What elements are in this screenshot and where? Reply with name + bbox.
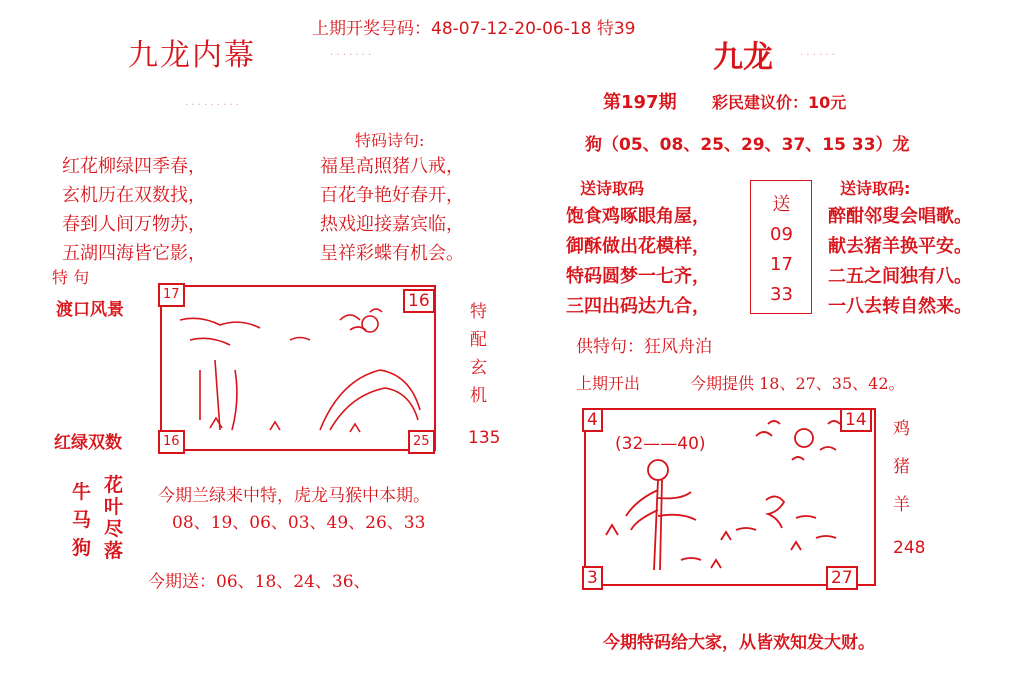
poem-line: 二五之间独有八。	[828, 266, 972, 287]
poem-line: 红花柳绿四季春，	[62, 156, 206, 177]
te-pei-number: 135	[468, 428, 501, 448]
poem-line: 呈祥彩蝶有机会。	[320, 243, 464, 264]
left-line-2: 08、19、06、03、49、26、33	[172, 513, 426, 533]
box-corner-br: 27	[826, 566, 858, 590]
right-poem-col-1	[566, 202, 710, 322]
side-char: 羊	[893, 495, 910, 515]
du-kou-label: 渡口风景	[56, 300, 124, 320]
right-poem-col-2	[828, 202, 972, 322]
side-char: 猪	[893, 457, 910, 477]
left-poem-col-1	[62, 152, 206, 268]
poem-line: 百花争艳好春开，	[320, 185, 464, 206]
song-heading-right: 送诗取码:	[840, 179, 911, 198]
te-pei-char: 特	[470, 302, 487, 322]
hua-ye-column	[104, 474, 123, 562]
left-sketch-illustration	[170, 300, 430, 440]
box-corner-tl: 17	[158, 283, 185, 307]
right-title: 九龙	[713, 40, 773, 75]
te-pei-char: 玄	[470, 358, 487, 378]
left-line-3: 今期送：06、18、24、36、	[148, 572, 371, 592]
song-char: 送	[772, 194, 791, 215]
dog-dragon-line: 狗（05、08、25、29、37、15 33）龙	[585, 135, 910, 155]
this-term-line: 今期提供 18、27、35、42。	[690, 374, 905, 393]
te-ju-label: 特 句	[52, 268, 90, 287]
poem-line: 一八去转自然来。	[828, 296, 972, 317]
poem-line: 御酥做出花模样，	[566, 236, 710, 257]
hua-ye-char: 花	[104, 474, 124, 496]
box-corner-tr: 14	[840, 408, 872, 432]
last-draw-header: 上期开奖号码：48-07-12-20-06-18 特39	[312, 19, 636, 39]
side-char: 鸡	[893, 419, 910, 439]
box-corner-br: 25	[408, 430, 435, 454]
faint-subtitle-right: · · · · · ·	[800, 50, 835, 61]
animal: 牛	[72, 481, 92, 503]
poem-line: 春到人间万物苏，	[62, 214, 206, 235]
song-number: 17	[770, 254, 793, 275]
poem-line: 五湖四海皆它影，	[62, 243, 206, 264]
poem-line: 醉酣邻叟会唱歌。	[828, 206, 972, 227]
left-title: 九龙内幕	[128, 38, 256, 73]
box-corner-tr: 16	[403, 289, 435, 313]
poem-line: 三四出码达九合，	[566, 296, 710, 317]
faint-line: · · · · · · · · ·	[185, 100, 240, 111]
last-term-label: 上期开出	[576, 374, 641, 393]
song-number: 33	[770, 284, 793, 305]
animal: 狗	[72, 537, 92, 559]
box-corner-tl: 4	[582, 408, 603, 432]
side-number: 248	[893, 538, 926, 558]
hua-ye-char: 尽	[104, 518, 124, 540]
te-pei-char: 机	[470, 386, 487, 406]
song-number: 09	[770, 224, 793, 245]
animals-column	[72, 478, 91, 562]
poem-line: 玄机历在双数找，	[62, 185, 206, 206]
poem-line: 热戏迎接嘉宾临，	[320, 214, 464, 235]
hong-lv-label: 红绿双数	[54, 433, 122, 453]
right-sketch-illustration	[596, 420, 866, 570]
side-chars-column	[893, 410, 910, 524]
poem-right-heading: 特码诗句:	[355, 131, 425, 150]
hua-ye-char: 落	[104, 540, 124, 562]
song-number-column	[770, 190, 793, 310]
te-pei-column	[470, 298, 487, 410]
price-label: 彩民建议价：10元	[712, 93, 847, 112]
gong-te-line: 供特句：狂风舟泊	[576, 337, 712, 357]
te-pei-char: 配	[470, 330, 487, 350]
right-footer: 今期特码给大家，从皆欢知发大财。	[603, 633, 875, 653]
issue-number: 第197期	[603, 92, 677, 113]
box-corner-bl: 3	[582, 566, 603, 590]
poem-line: 福星高照猪八戒，	[320, 156, 464, 177]
hua-ye-char: 叶	[104, 496, 124, 518]
left-line-1: 今期兰绿来中特，虎龙马猴中本期。	[158, 486, 430, 506]
faint-subtitle: · · · · · · ·	[330, 50, 372, 61]
poem-line: 献去猪羊换平安。	[828, 236, 972, 257]
box-corner-bl: 16	[158, 430, 185, 454]
song-heading-left: 送诗取码	[580, 179, 645, 198]
animal: 马	[72, 509, 92, 531]
poem-line: 饱食鸡啄眼角屋，	[566, 206, 710, 227]
sketch-number-range: (32——40)	[615, 434, 706, 454]
left-poem-col-2	[320, 152, 464, 268]
poem-line: 特码圆梦一七齐，	[566, 266, 710, 287]
